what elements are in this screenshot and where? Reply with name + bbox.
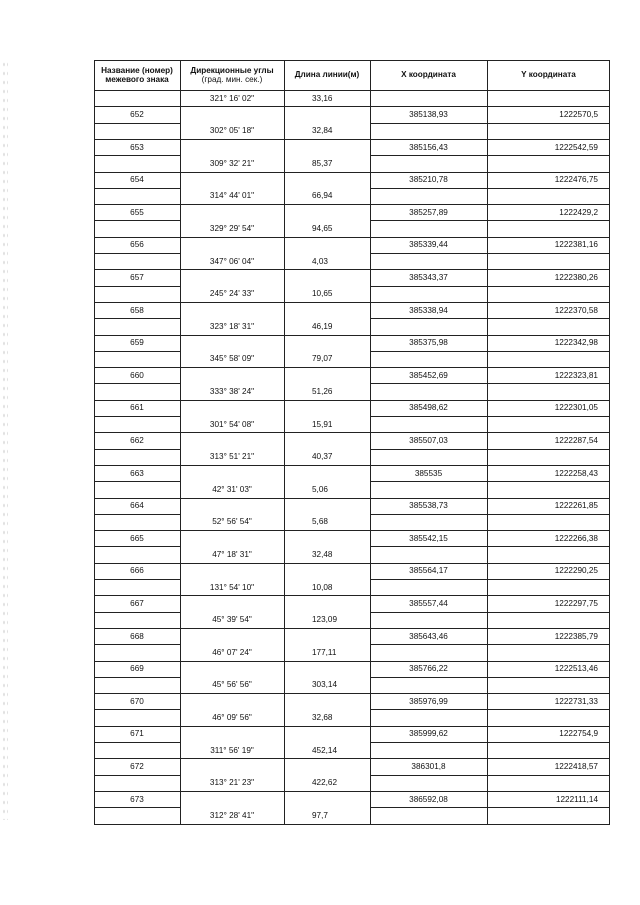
grid-hline [370, 449, 610, 450]
point-name-cell: 659 [130, 338, 144, 348]
grid-hline [370, 286, 610, 287]
line-length-cell: 79,07 [312, 354, 333, 364]
y-coordinate-cell: 1222513,46 [554, 664, 598, 674]
grid-hline [370, 709, 610, 710]
point-row [94, 465, 610, 481]
line-length-cell: 46,19 [312, 321, 333, 331]
segment-row [94, 90, 610, 106]
point-name-cell: 669 [130, 664, 144, 674]
line-length-cell: 452,14 [312, 745, 338, 755]
y-coordinate-cell: 1222570,5 [559, 109, 598, 119]
line-length-cell: 32,84 [312, 126, 333, 136]
header-angle-main: Дирекционные углы [190, 65, 274, 75]
point-name-cell: 652 [130, 109, 144, 119]
point-row [94, 269, 610, 285]
segment-row [94, 514, 610, 530]
direction-angle-cell: 42° 31' 03" [212, 484, 252, 494]
direction-angle-cell: 333° 38' 24" [209, 387, 255, 397]
line-length-cell: 10,08 [312, 582, 333, 592]
grid-hline [94, 563, 610, 564]
grid-hline [94, 612, 180, 613]
line-length-cell: 32,48 [312, 550, 333, 560]
point-row [94, 367, 610, 383]
point-name-cell: 653 [130, 142, 144, 152]
grid-hline [370, 612, 610, 613]
direction-angle-cell: 323° 18' 31" [209, 321, 255, 331]
grid-hline [94, 400, 610, 401]
y-coordinate-cell: 1222370,58 [554, 305, 598, 315]
grid-hline [94, 677, 180, 678]
grid-hline [94, 579, 180, 580]
grid-hline [94, 807, 180, 808]
grid-hline [94, 302, 610, 303]
grid-hline [94, 693, 610, 694]
x-coordinate-cell: 385542,15 [409, 533, 448, 543]
segment-row [94, 742, 610, 758]
grid-hline [94, 269, 610, 270]
segment-row [94, 481, 610, 497]
point-name-cell: 656 [130, 240, 144, 250]
direction-angle-cell: 345° 58' 09" [209, 354, 255, 364]
direction-angle-cell: 301° 54' 08" [209, 419, 255, 429]
line-length-cell: 40,37 [312, 452, 333, 462]
point-name-cell: 672 [130, 761, 144, 771]
grid-hline [94, 253, 180, 254]
scan-margin-marks [2, 60, 8, 820]
x-coordinate-cell: 385766,22 [409, 664, 448, 674]
grid-hline [94, 498, 610, 499]
y-coordinate-cell: 1222258,43 [554, 468, 598, 478]
grid-hline [370, 742, 610, 743]
segment-row [94, 155, 610, 171]
point-row [94, 172, 610, 188]
x-coordinate-cell: 385999,62 [409, 729, 448, 739]
segment-row [94, 220, 610, 236]
grid-hline [94, 628, 610, 629]
grid-hline [94, 661, 610, 662]
grid-hline [94, 318, 180, 319]
direction-angle-cell: 46° 09' 56" [212, 713, 252, 723]
y-coordinate-cell: 1222301,05 [554, 403, 598, 413]
grid-hline [94, 351, 180, 352]
point-name-cell: 673 [130, 794, 144, 804]
grid-hline [94, 123, 180, 124]
direction-angle-cell: 302° 05' 18" [209, 126, 255, 136]
point-row [94, 693, 610, 709]
line-length-cell: 51,26 [312, 387, 333, 397]
direction-angle-cell: 46° 07' 24" [212, 647, 252, 657]
x-coordinate-cell: 385557,44 [409, 598, 448, 608]
point-name-cell: 670 [130, 696, 144, 706]
segment-row [94, 775, 610, 791]
point-row [94, 530, 610, 546]
y-coordinate-cell: 1222380,26 [554, 272, 598, 282]
grid-hline [370, 123, 610, 124]
x-coordinate-cell: 385156,43 [409, 142, 448, 152]
direction-angle-cell: 45° 39' 54" [212, 615, 252, 625]
grid-hline [94, 383, 180, 384]
header-x: X координата [401, 70, 456, 80]
direction-angle-cell: 321° 16' 02" [209, 93, 255, 103]
x-coordinate-cell: 385375,98 [409, 338, 448, 348]
y-coordinate-cell: 1222297,75 [554, 598, 598, 608]
segment-row [94, 416, 610, 432]
header-y: Y координата [521, 70, 576, 80]
grid-hline [94, 139, 610, 140]
segment-row [94, 188, 610, 204]
point-name-cell: 663 [130, 468, 144, 478]
y-coordinate-cell: 1222266,38 [554, 533, 598, 543]
point-name-cell: 658 [130, 305, 144, 315]
x-coordinate-cell: 386301,8 [411, 761, 446, 771]
line-length-cell: 97,7 [312, 810, 328, 820]
grid-hline [94, 775, 180, 776]
line-length-cell: 10,65 [312, 289, 333, 299]
line-length-cell: 422,62 [312, 778, 338, 788]
x-coordinate-cell: 385564,17 [409, 566, 448, 576]
line-length-cell: 123,09 [312, 615, 338, 625]
grid-hline [370, 253, 610, 254]
point-name-cell: 655 [130, 207, 144, 217]
grid-hline [94, 367, 610, 368]
point-name-cell: 666 [130, 566, 144, 576]
x-coordinate-cell: 385338,94 [409, 305, 448, 315]
line-length-cell: 32,68 [312, 713, 333, 723]
grid-hline [94, 188, 180, 189]
boundary-coordinates-table [94, 60, 610, 828]
point-row [94, 595, 610, 611]
segment-row [94, 383, 610, 399]
grid-hline [94, 449, 180, 450]
x-coordinate-cell: 385535 [414, 468, 443, 478]
grid-hline [370, 481, 610, 482]
y-coordinate-cell: 1222429,2 [559, 207, 598, 217]
point-row [94, 106, 610, 122]
point-row [94, 563, 610, 579]
segment-row [94, 351, 610, 367]
direction-angle-cell: 347° 06' 04" [209, 256, 255, 266]
direction-angle-cell: 131° 54' 10" [209, 582, 255, 592]
segment-row [94, 644, 610, 660]
grid-hline [94, 335, 610, 336]
x-coordinate-cell: 385138,93 [409, 109, 448, 119]
point-name-cell: 668 [130, 631, 144, 641]
point-name-cell: 660 [130, 370, 144, 380]
grid-hline [370, 514, 610, 515]
line-length-cell: 15,91 [312, 419, 333, 429]
line-length-cell: 33,16 [312, 93, 333, 103]
direction-angle-cell: 313° 51' 21" [209, 452, 255, 462]
grid-hline [94, 432, 610, 433]
segment-row [94, 253, 610, 269]
y-coordinate-cell: 1222111,14 [555, 794, 598, 804]
line-length-cell: 94,65 [312, 224, 333, 234]
y-coordinate-cell: 1222342,98 [554, 338, 598, 348]
point-name-cell: 657 [130, 272, 144, 282]
x-coordinate-cell: 385643,46 [409, 631, 448, 641]
line-length-cell: 85,37 [312, 158, 333, 168]
segment-row [94, 807, 610, 823]
segment-row [94, 677, 610, 693]
grid-hline [94, 172, 610, 173]
grid-hline [370, 351, 610, 352]
grid-hline [370, 677, 610, 678]
segment-row [94, 546, 610, 562]
y-coordinate-cell: 1222290,25 [554, 566, 598, 576]
grid-hline [94, 106, 610, 107]
line-length-cell: 5,68 [312, 517, 328, 527]
y-coordinate-cell: 1222385,79 [554, 631, 598, 641]
segment-row [94, 123, 610, 139]
grid-hline [94, 90, 610, 91]
grid-hline [370, 546, 610, 547]
grid-hline [370, 155, 610, 156]
direction-angle-cell: 52° 56' 54" [212, 517, 252, 527]
grid-hline [94, 742, 180, 743]
grid-hline [370, 775, 610, 776]
x-coordinate-cell: 385210,78 [409, 175, 448, 185]
grid-hline [370, 644, 610, 645]
point-name-cell: 671 [130, 729, 144, 739]
grid-hline [94, 481, 180, 482]
grid-hline [94, 286, 180, 287]
point-name-cell: 665 [130, 533, 144, 543]
direction-angle-cell: 329° 29' 54" [209, 224, 255, 234]
x-coordinate-cell: 385498,62 [409, 403, 448, 413]
point-name-cell: 661 [130, 403, 144, 413]
grid-hline [370, 807, 610, 808]
y-coordinate-cell: 1222381,16 [554, 240, 598, 250]
header-name: Название (номер) межевого знака [101, 65, 173, 84]
line-length-cell: 177,11 [312, 647, 337, 657]
grid-vline [284, 60, 285, 824]
point-row [94, 302, 610, 318]
x-coordinate-cell: 385339,44 [409, 240, 448, 250]
grid-hline [94, 709, 180, 710]
point-row [94, 628, 610, 644]
grid-hline [370, 220, 610, 221]
point-name-cell: 662 [130, 435, 144, 445]
grid-hline [94, 60, 610, 61]
grid-hline [370, 383, 610, 384]
x-coordinate-cell: 385343,37 [409, 272, 448, 282]
direction-angle-cell: 245° 24' 33" [209, 289, 255, 299]
x-coordinate-cell: 385257,89 [409, 207, 448, 217]
line-length-cell: 303,14 [312, 680, 338, 690]
y-coordinate-cell: 1222287,54 [554, 435, 598, 445]
segment-row [94, 612, 610, 628]
grid-hline [94, 237, 610, 238]
direction-angle-cell: 309° 32' 21" [209, 158, 255, 168]
direction-angle-cell: 47° 18' 31" [212, 550, 252, 560]
point-row [94, 432, 610, 448]
x-coordinate-cell: 386592,08 [409, 794, 448, 804]
point-row [94, 335, 610, 351]
direction-angle-cell: 313° 21' 23" [209, 778, 255, 788]
y-coordinate-cell: 1222754,9 [559, 729, 598, 739]
direction-angle-cell: 45° 56' 56" [212, 680, 252, 690]
point-row [94, 139, 610, 155]
header-length: Длина линии(м) [294, 70, 360, 80]
grid-hline [370, 318, 610, 319]
grid-hline [94, 465, 610, 466]
line-length-cell: 66,94 [312, 191, 333, 201]
segment-row [94, 579, 610, 595]
point-row [94, 237, 610, 253]
point-name-cell: 654 [130, 175, 144, 185]
grid-hline [94, 220, 180, 221]
segment-row [94, 318, 610, 334]
y-coordinate-cell: 1222476,75 [554, 175, 598, 185]
grid-hline [370, 416, 610, 417]
y-coordinate-cell: 1222323,81 [554, 370, 598, 380]
y-coordinate-cell: 1222261,85 [554, 501, 598, 511]
y-coordinate-cell: 1222542,59 [554, 142, 598, 152]
grid-hline [94, 204, 610, 205]
segment-row [94, 709, 610, 725]
grid-hline [94, 416, 180, 417]
grid-vline [180, 60, 181, 824]
grid-hline [94, 791, 610, 792]
y-coordinate-cell: 1222418,57 [554, 761, 598, 771]
line-length-cell: 4,03 [312, 256, 328, 266]
point-row [94, 758, 610, 774]
x-coordinate-cell: 385538,73 [409, 501, 448, 511]
line-length-cell: 5,06 [312, 484, 328, 494]
x-coordinate-cell: 385976,99 [409, 696, 448, 706]
grid-hline [94, 155, 180, 156]
grid-hline [94, 546, 180, 547]
grid-hline [94, 824, 610, 825]
direction-angle-cell: 311° 56' 19" [210, 745, 254, 755]
grid-hline [94, 644, 180, 645]
grid-hline [94, 514, 180, 515]
point-row [94, 400, 610, 416]
grid-hline [370, 579, 610, 580]
point-row [94, 498, 610, 514]
point-name-cell: 664 [130, 501, 144, 511]
table-header [94, 60, 610, 90]
grid-hline [94, 595, 610, 596]
grid-hline [370, 188, 610, 189]
grid-hline [94, 726, 610, 727]
point-row [94, 791, 610, 807]
point-row [94, 204, 610, 220]
x-coordinate-cell: 385507,03 [409, 435, 448, 445]
grid-hline [94, 758, 610, 759]
header-angle-sub: (град. мин. сек.) [201, 75, 263, 84]
segment-row [94, 286, 610, 302]
x-coordinate-cell: 385452,69 [409, 370, 448, 380]
point-row [94, 661, 610, 677]
segment-row [94, 449, 610, 465]
direction-angle-cell: 312° 28' 41" [209, 810, 255, 820]
header-angle [180, 60, 284, 90]
point-row [94, 726, 610, 742]
y-coordinate-cell: 1222731,33 [554, 696, 598, 706]
point-name-cell: 667 [130, 598, 144, 608]
direction-angle-cell: 314° 44' 01" [209, 191, 255, 201]
grid-hline [94, 530, 610, 531]
